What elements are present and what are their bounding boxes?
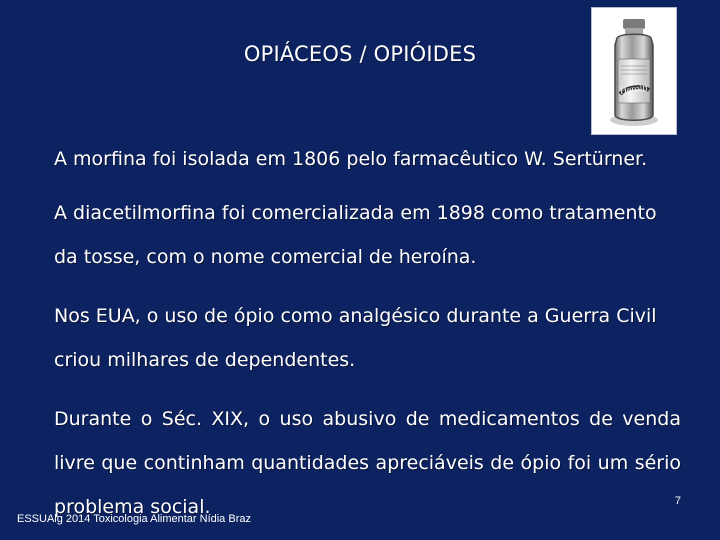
- footer-text: ESSUAlg 2014 Toxicologia Alimentar Nídia Braz: [17, 513, 251, 525]
- bottle-photo: [592, 8, 676, 134]
- paragraph-2: A diacetilmorfina foi comercializada em 1898 como tratamento da tosse, com o nome comercial de heroína.: [54, 202, 657, 268]
- content-list: [54, 145, 681, 540]
- paragraph-1: A morfina foi isolada em 1806 pelo farmacêutico W. Sertürner.: [54, 148, 648, 170]
- page-title: OPIÁCEOS / OPIÓIDES: [243, 42, 477, 66]
- paragraph-4: Durante o Séc. XIX, o uso abusivo de medicamentos de venda livre que continham quantidades apreciáveis de ópio foi um sério problema social.: [54, 408, 681, 518]
- paragraph-3: Nos EUA, o uso de ópio como analgésico durante a Guerra Civil criou milhares de dependentes.: [54, 305, 657, 371]
- page-number: 7: [674, 495, 681, 507]
- heroin-bottle-icon: [592, 8, 676, 134]
- bottle-label-text: Heroin: [619, 82, 649, 97]
